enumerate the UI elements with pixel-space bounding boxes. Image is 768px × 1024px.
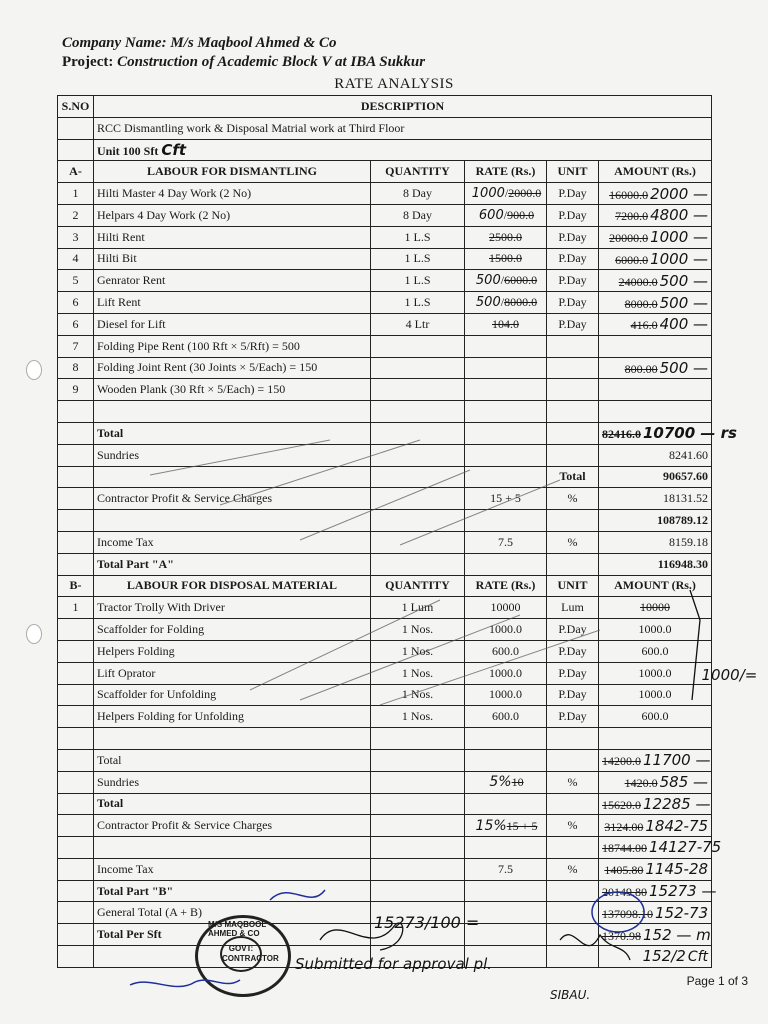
summary-amount-value: 20149.80 bbox=[602, 885, 647, 900]
row-qty-unit: Day bbox=[412, 186, 432, 201]
row-unit: P.Day bbox=[547, 204, 599, 226]
summary-rate-value: 10 bbox=[511, 775, 524, 790]
summary-amount: 90657.60 bbox=[599, 466, 712, 488]
summary-rate-hand: 15% bbox=[475, 817, 507, 834]
summary-label: Total bbox=[94, 793, 371, 815]
cross-out-line bbox=[300, 615, 520, 700]
col-unit-header: UNIT bbox=[547, 161, 599, 183]
row-rate-value: 104.0 bbox=[492, 316, 519, 331]
row-description: Hilti Master 4 Day Work (2 No) bbox=[94, 183, 371, 205]
section-b-title: LABOUR FOR DISPOSAL MATERIAL bbox=[94, 575, 371, 597]
approval-note: Submitted for approval pl. bbox=[295, 955, 493, 973]
work-unit-hand: Cft bbox=[161, 140, 187, 159]
page-title: RATE ANALYSIS bbox=[334, 76, 454, 92]
cross-out-line bbox=[400, 480, 560, 545]
row-description: Tractor Trolly With Driver bbox=[94, 597, 371, 619]
row-sno: 9 bbox=[58, 379, 94, 401]
col-amount-header: AMOUNT (Rs.) bbox=[599, 161, 712, 183]
row-sno: 2 bbox=[58, 204, 94, 226]
project-label: Project: bbox=[62, 54, 114, 70]
row-rate: 1000.0 bbox=[465, 662, 547, 684]
row-sno: 3 bbox=[58, 226, 94, 248]
summary-label: Total Part "A" bbox=[94, 553, 371, 575]
row-rate: 600/900.0 bbox=[465, 204, 547, 226]
summary-unit: % bbox=[547, 858, 599, 880]
row-qty-value: 1 bbox=[401, 665, 408, 680]
row-description: Wooden Plank (30 Rft × 5/Each) = 150 bbox=[94, 379, 371, 401]
row-unit: Lum bbox=[547, 597, 599, 619]
row-unit: P.Day bbox=[547, 183, 599, 205]
row-qty-value: 1 bbox=[404, 295, 411, 310]
row-sno: 4 bbox=[58, 248, 94, 270]
col-sno-header: S.NO bbox=[58, 96, 94, 118]
row-qty-unit: Nos. bbox=[410, 687, 434, 702]
row-sno: 8 bbox=[58, 357, 94, 379]
row-unit: P.Day bbox=[547, 292, 599, 314]
summary-label: Income Tax bbox=[94, 531, 371, 553]
summary-label: Contractor Profit & Service Charges bbox=[94, 815, 371, 837]
row-amount-hand: 1000 — bbox=[650, 249, 709, 268]
row-qty-value: 1 bbox=[404, 251, 411, 266]
page-number: Page 1 of 3 bbox=[686, 974, 748, 988]
summary-label: Sundries bbox=[94, 444, 371, 466]
row-rate-hand: 600 bbox=[478, 207, 504, 223]
summary-amount-value: 3124.00 bbox=[604, 819, 644, 834]
summary-label: Contractor Profit & Service Charges bbox=[94, 488, 371, 510]
row-description: Lift Rent bbox=[94, 292, 371, 314]
col-description-header: DESCRIPTION bbox=[94, 96, 712, 118]
row-description: Diesel for Lift bbox=[94, 313, 371, 335]
row-sno: 5 bbox=[58, 270, 94, 292]
summary-amount-hand: 12285 — bbox=[643, 794, 711, 813]
row-amount-value: 24000.0 bbox=[618, 274, 658, 289]
col-rate-header: RATE (Rs.) bbox=[465, 575, 547, 597]
row-sno: 1 bbox=[58, 597, 94, 619]
row-rate: 1000/2000.0 bbox=[465, 183, 547, 205]
blue-circle-mark bbox=[592, 892, 644, 932]
row-rate: 500/8000.0 bbox=[465, 292, 547, 314]
row-unit: P.Day bbox=[547, 248, 599, 270]
row-amount-hand: 400 — bbox=[659, 315, 709, 334]
row-unit: P.Day bbox=[547, 662, 599, 684]
row-unit: P.Day bbox=[547, 226, 599, 248]
final-unit-hand: Cft bbox=[687, 949, 709, 966]
col-quantity-header: QUANTITY bbox=[371, 161, 465, 183]
cross-out-line bbox=[380, 630, 600, 705]
summary-amount-value: 116948.30 bbox=[657, 556, 709, 571]
summary-amount-value: 18744.00 bbox=[602, 841, 647, 856]
project-name: Construction of Academic Block V at IBA Sukkur bbox=[117, 54, 426, 70]
row-qty-unit: Nos. bbox=[410, 709, 434, 724]
black-signature bbox=[320, 923, 403, 950]
cross-out-line bbox=[150, 440, 330, 475]
final-amount-hand: 152/2 bbox=[642, 947, 686, 966]
row-rate-value: 2500.0 bbox=[489, 229, 522, 244]
row-description: Helpars 4 Day Work (2 No) bbox=[94, 204, 371, 226]
general-calc-hand: 15273/100 = bbox=[374, 912, 480, 932]
summary-amount-value: 14200.0 bbox=[602, 754, 641, 769]
summary-amount-hand: 10700 — rs bbox=[643, 424, 737, 443]
summary-amount-hand: 14127-75 bbox=[649, 838, 722, 857]
cross-out-line bbox=[220, 440, 420, 505]
summary-rate-value: 15 + 5 bbox=[490, 491, 521, 506]
summary-amount-value: 8159.18 bbox=[669, 534, 709, 549]
summary-label: Total Per Sft bbox=[94, 924, 371, 946]
row-rate: 10000 bbox=[465, 597, 547, 619]
row-qty-value: 1 bbox=[404, 229, 411, 244]
row-description: Folding Joint Rent (30 Joints × 5/Each) = 150 bbox=[94, 357, 371, 379]
row-amount-value: 8000.0 bbox=[624, 296, 658, 311]
row-rate-value: 2000.0 bbox=[508, 186, 542, 201]
black-signature bbox=[560, 935, 630, 960]
summary-unit: % bbox=[547, 815, 599, 837]
row-rate-hand: 1000 bbox=[471, 186, 505, 202]
work-unit-label: Unit 100 Sft bbox=[97, 143, 159, 158]
row-description: Lift Oprator bbox=[94, 662, 371, 684]
row-amount-value: 20000.0 bbox=[609, 231, 649, 246]
row-rate: 1000.0 bbox=[465, 684, 547, 706]
row-sno: 6 bbox=[58, 292, 94, 314]
col-amount-header: AMOUNT (Rs.) bbox=[599, 575, 712, 597]
row-qty-unit: Nos. bbox=[410, 665, 434, 680]
section-a-code: A- bbox=[58, 161, 94, 183]
summary-label: Total bbox=[94, 749, 371, 771]
summary-rate-value: 15 + 5 bbox=[506, 818, 538, 833]
row-description: Scaffolder for Folding bbox=[94, 619, 371, 641]
row-amount-value: 416.0 bbox=[630, 318, 658, 333]
row-amount-hand: 2000 — bbox=[650, 184, 709, 203]
row-qty-value: 4 bbox=[405, 316, 412, 331]
summary-label: Total Part "B" bbox=[94, 880, 371, 902]
bracket-mark bbox=[690, 590, 700, 700]
row-qty-unit: L.S bbox=[413, 229, 431, 244]
row-qty-value: 8 bbox=[403, 186, 409, 201]
row-description: Folding Pipe Rent (100 Rft × 5/Rft) = 500 bbox=[94, 335, 371, 357]
row-qty-value: 1 bbox=[401, 643, 408, 658]
row-sno: 7 bbox=[58, 335, 94, 357]
summary-amount-value: 1370.98 bbox=[602, 928, 641, 943]
row-description: Genrator Rent bbox=[94, 270, 371, 292]
section-a-title: LABOUR FOR DISMANTLING bbox=[94, 161, 371, 183]
row-amount-hand: 500 — bbox=[659, 293, 709, 312]
row-description: Helpers Folding bbox=[94, 640, 371, 662]
stamp-center-text: GOVT: CONTRACTOR bbox=[220, 936, 262, 972]
summary-label: Total bbox=[547, 466, 599, 488]
row-rate-value: 8000.0 bbox=[504, 295, 538, 310]
summary-amount-value: 18131.52 bbox=[663, 491, 709, 506]
summary-amount-hand: 585 — bbox=[659, 773, 709, 792]
row-qty-value: 8 bbox=[403, 207, 409, 222]
row-amount-value: 600.0 bbox=[641, 709, 669, 724]
blue-signature bbox=[130, 980, 240, 987]
row-qty-unit: L.S bbox=[413, 273, 431, 288]
summary-amount-hand: 1145-28 bbox=[645, 860, 709, 879]
row-rate: 500/6000.0 bbox=[465, 270, 547, 292]
summary-amount: 108789.12 bbox=[599, 510, 712, 532]
row-unit: P.Day bbox=[547, 706, 599, 728]
row-unit: P.Day bbox=[547, 270, 599, 292]
row-rate: 600.0 bbox=[465, 706, 547, 728]
row-amount-hand: 500 — bbox=[659, 271, 709, 290]
row-description: Scaffolder for Unfolding bbox=[94, 684, 371, 706]
summary-amount-value: 8241.60 bbox=[669, 447, 709, 462]
summary-unit: % bbox=[547, 771, 599, 793]
summary-rate-value: 7.5 bbox=[498, 861, 513, 876]
row-qty-value: 1 bbox=[401, 600, 408, 615]
summary-amount-hand: 1842-75 bbox=[645, 816, 709, 835]
row-qty-unit: Nos. bbox=[410, 622, 434, 637]
row-unit: P.Day bbox=[547, 640, 599, 662]
row-qty-value: 1 bbox=[401, 709, 408, 724]
row-amount-value: 7200.0 bbox=[615, 209, 649, 224]
row-qty-unit: L.S bbox=[413, 295, 431, 310]
summary-amount-value: 137098.10 bbox=[602, 906, 653, 921]
row-qty-value: 1 bbox=[401, 687, 408, 702]
row-unit: P.Day bbox=[547, 619, 599, 641]
extra-amount-hand: 500 — bbox=[659, 358, 709, 377]
row-qty-value: 1 bbox=[404, 273, 411, 288]
summary-unit: % bbox=[547, 488, 599, 510]
row-amount-value: 10000 bbox=[640, 600, 671, 615]
row-amount-hand: 1000 — bbox=[650, 228, 709, 247]
summary-amount-hand: 11700 — bbox=[643, 751, 711, 770]
row-rate-value: 900.0 bbox=[507, 207, 535, 222]
row-amount-value: 600.0 bbox=[641, 643, 669, 658]
row-rate: 1000.0 bbox=[465, 619, 547, 641]
cross-out-line bbox=[300, 470, 470, 540]
summary-label: Total bbox=[94, 422, 371, 444]
summary-label: General Total (A + B) bbox=[94, 902, 371, 924]
row-sno: 6 bbox=[58, 313, 94, 335]
row-sno: 1 bbox=[58, 183, 94, 205]
summary-amount-hand: 152-73 bbox=[655, 903, 709, 922]
summary-amount-value: 1405.80 bbox=[604, 863, 644, 878]
col-quantity-header: QUANTITY bbox=[371, 575, 465, 597]
row-qty-unit: Ltr bbox=[414, 316, 430, 331]
col-rate-header: RATE (Rs.) bbox=[465, 161, 547, 183]
row-rate-value: 6000.0 bbox=[504, 273, 538, 288]
row-rate-hand: 500 bbox=[475, 273, 501, 289]
row-amount-value: 1000.0 bbox=[638, 665, 672, 680]
summary-amount-value: 15620.0 bbox=[602, 797, 641, 812]
row-amount-value: 1000.0 bbox=[638, 622, 672, 637]
summary-unit: % bbox=[547, 531, 599, 553]
stamp-ring-text: M/S MAQBOOL AHMED & CO bbox=[208, 920, 267, 938]
section-b-code: B- bbox=[58, 575, 94, 597]
summary-amount-hand: 152 — m bbox=[643, 925, 711, 944]
company-name: M/s Maqbool Ahmed & Co bbox=[170, 35, 337, 51]
blue-signature bbox=[270, 890, 325, 900]
row-amount-value: 1000.0 bbox=[638, 687, 672, 702]
row-description: Hilti Bit bbox=[94, 248, 371, 270]
row-rate: 600.0 bbox=[465, 640, 547, 662]
row-description: Hilti Rent bbox=[94, 226, 371, 248]
approver-initials: SIBAU. bbox=[550, 988, 591, 1002]
row-qty-unit: Lum bbox=[410, 600, 434, 615]
col-unit-header: UNIT bbox=[547, 575, 599, 597]
row-amount-value: 6000.0 bbox=[615, 252, 649, 267]
summary-amount-value: 1420.0 bbox=[624, 776, 658, 791]
row-amount-hand: 4800 — bbox=[650, 206, 709, 225]
row-unit: P.Day bbox=[547, 313, 599, 335]
row-qty-value: 1 bbox=[401, 622, 408, 637]
row-qty-unit: Day bbox=[412, 207, 432, 222]
row-unit: P.Day bbox=[547, 684, 599, 706]
row-qty-unit: L.S bbox=[413, 251, 431, 266]
summary-label: Sundries bbox=[94, 771, 371, 793]
summary-amount-hand: 15273 — bbox=[649, 882, 717, 901]
cross-out-line bbox=[250, 600, 440, 690]
work-description: RCC Dismantling work & Disposal Matrial work at Third Floor bbox=[94, 117, 712, 139]
row-rate-value: 1500.0 bbox=[489, 251, 522, 266]
extra-amount-value: 800.00 bbox=[624, 361, 658, 376]
row-qty-unit: Nos. bbox=[410, 643, 434, 658]
summary-rate-hand: 5% bbox=[489, 774, 512, 791]
rows-amount-hand: 1000/= bbox=[701, 665, 758, 684]
row-amount-value: 16000.0 bbox=[609, 187, 649, 202]
row-description: Helpers Folding for Unfolding bbox=[94, 706, 371, 728]
company-label: Company Name: bbox=[62, 35, 167, 51]
summary-label: Income Tax bbox=[94, 858, 371, 880]
summary-amount-value: 82416.0 bbox=[602, 427, 641, 442]
summary-rate-value: 7.5 bbox=[498, 534, 513, 549]
row-rate-hand: 500 bbox=[475, 295, 501, 311]
